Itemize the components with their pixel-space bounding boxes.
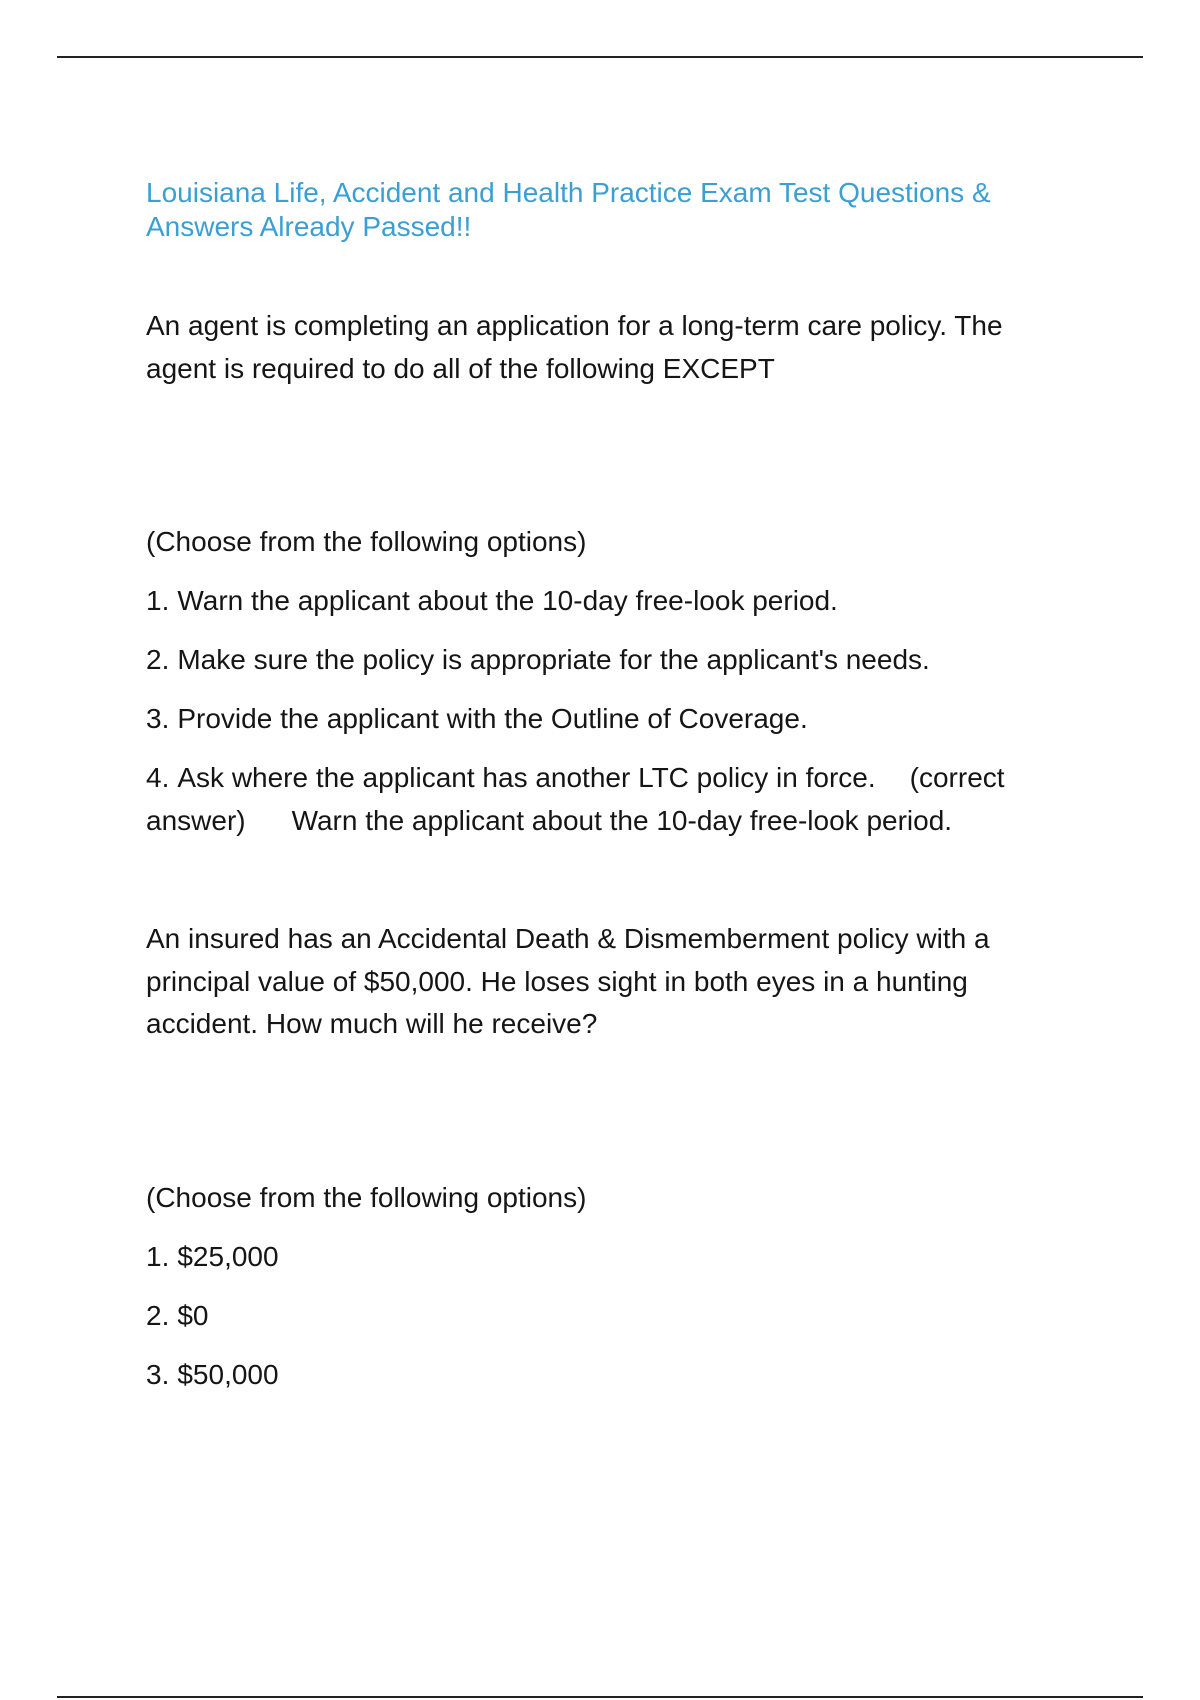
option-item	[146, 1354, 1076, 1396]
question-2-prompt: An insured has an Accidental Death & Dismemberment policy with a principal value of $50,000. He loses sight in both eyes in a hunting accident. How much will he receive?	[146, 923, 990, 1039]
option-text: Make sure the policy is appropriate for the applicant's needs.	[177, 644, 930, 675]
option-text: $50,000	[177, 1359, 279, 1390]
question-1-options	[146, 521, 1076, 859]
option-list	[146, 580, 1076, 842]
option-text: Ask where the applicant has another LTC policy in force.	[177, 762, 876, 793]
choose-label: (Choose from the following options)	[146, 526, 587, 557]
option-text: $0	[177, 1300, 209, 1331]
document-title: Louisiana Life, Accident and Health Practice Exam Test Questions & Answers Already Passed!!	[146, 177, 991, 242]
choose-label: (Choose from the following options)	[146, 1182, 587, 1213]
option-item	[146, 580, 1076, 622]
option-number: 2.	[146, 644, 170, 675]
option-list	[146, 1236, 1076, 1396]
option-number: 1.	[146, 585, 170, 616]
question-1-prompt: An agent is completing an application for a long-term care policy. The agent is required to do all of the following EXCEPT	[146, 310, 1003, 384]
top-rule	[57, 56, 1143, 58]
bottom-rule	[57, 1696, 1143, 1698]
option-text: Provide the applicant with the Outline of Coverage.	[177, 703, 808, 734]
question-2-options	[146, 1177, 1076, 1413]
option-item	[146, 1236, 1076, 1278]
option-item	[146, 1295, 1076, 1337]
option-number: 3.	[146, 1359, 170, 1390]
option-number: 3.	[146, 703, 170, 734]
option-number: 1.	[146, 1241, 170, 1272]
correct-answer-text: Warn the applicant about the 10-day free-look period.	[291, 804, 953, 836]
option-number: 2.	[146, 1300, 170, 1331]
option-text: $25,000	[177, 1241, 279, 1272]
option-text: Warn the applicant about the 10-day free-look period.	[177, 585, 838, 616]
correct-answer-label: (correct answer)	[146, 762, 1005, 836]
option-item	[146, 757, 1076, 842]
option-item	[146, 639, 1076, 681]
option-item	[146, 698, 1076, 740]
option-number: 4.	[146, 762, 170, 793]
